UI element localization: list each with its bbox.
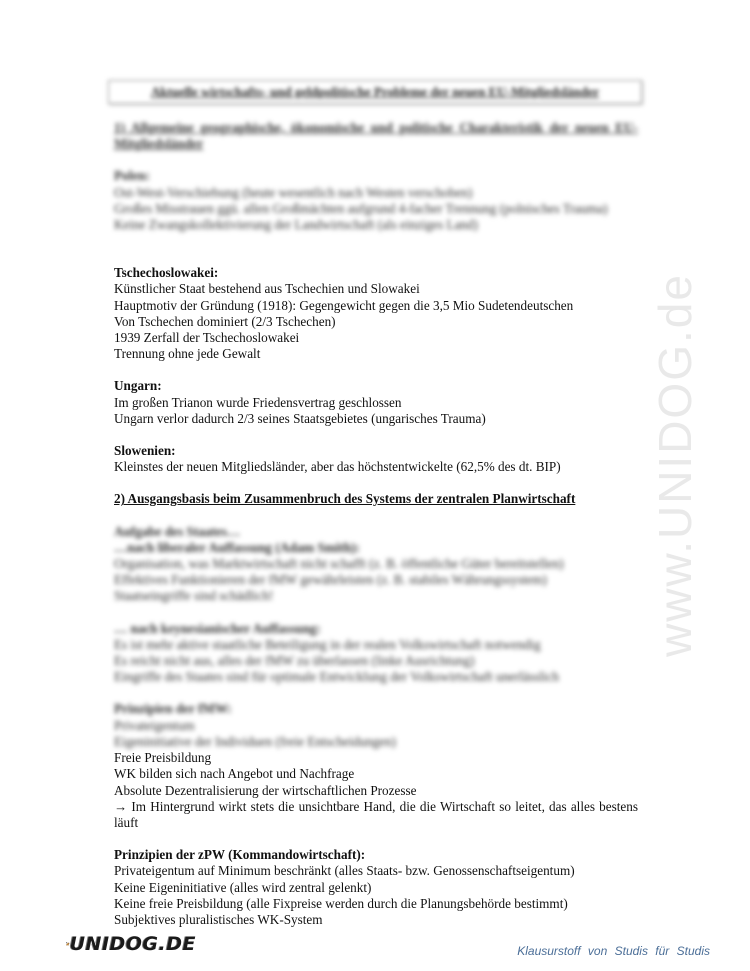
text-line: Absolute Dezentralisierung der wirtschaftlichen Prozesse	[114, 782, 417, 798]
block-slowenien	[114, 443, 638, 475]
document-title: Aktuelle wirtschafts- und geldpolitische Probleme der neuen EU-Mitgliedsländer	[108, 80, 642, 104]
text-line: Von Tschechen dominiert (2/3 Tschechen)	[114, 313, 336, 329]
block-aufgabe-liberal	[114, 524, 638, 605]
text-line: Keine freie Preisbildung (alle Fixpreise werden durch die Planungsbehörde bestimmt)	[114, 895, 568, 911]
document-body	[114, 120, 638, 944]
block-tschechoslowakei	[114, 265, 638, 362]
text-line: Künstlicher Staat bestehend aus Tschechien und Slowakei	[114, 281, 420, 297]
text-line: Ost-West-Verschiebung (heute wesentlich nach Westen verschoben)	[114, 184, 473, 200]
text-line: Keine Eigeninitiative (alles wird zentral gelenkt)	[114, 879, 372, 895]
conclusion-arrow-line: → Im Hintergrund wirkt stets die unsichtbare Hand, die die Wirtschaft so leitet, das alles bestens läuft	[114, 798, 638, 830]
block-prinzipien-zpw	[114, 847, 638, 928]
block-ungarn	[114, 378, 638, 427]
heading-prinzipien-fmw: Prinzipien der fMW:	[114, 701, 232, 717]
text-line: Hauptmotiv der Gründung (1918): Gegengewicht gegen die 3,5 Mio Sudetendeutschen	[114, 297, 574, 313]
text-line: Privateigentum	[114, 717, 195, 733]
heading-tschechoslowakei: Tschechoslowakei:	[114, 265, 219, 281]
text-line: Organisation, was Marktwirtschaft nicht schafft (z. B. öffentliche Güter bereitstellen)	[114, 556, 564, 572]
text-line: Im großen Trianon wurde Friedensvertrag geschlossen	[114, 394, 402, 410]
heading-polen: Polen:	[114, 168, 150, 184]
logo-text: UNIDOG.DE	[69, 933, 196, 955]
footer-tagline: Klausurstoff von Studis für Studis	[517, 944, 710, 958]
section-2-heading: 2) Ausgangsbasis beim Zusammenbruch des Systems der zentralen Planwirtschaft	[114, 491, 576, 507]
text-line: Kleinstes der neuen Mitgliedsländer, aber das höchstentwickelte (62,5% des dt. BIP)	[114, 459, 561, 475]
text-line: Privateigentum auf Minimum beschränkt (alles Staats- bzw. Genossenschaftseigentum)	[114, 863, 575, 879]
text-line: Trennung ohne jede Gewalt	[114, 346, 261, 362]
text-line: Ungarn verlor dadurch 2/3 seines Staatsgebietes (ungarisches Trauma)	[114, 410, 486, 426]
heading-prinzipien-zpw: Prinzipien der zPW (Kommandowirtschaft):	[114, 847, 366, 863]
text-line: Eigeninitiative der Individuen (freie Entscheidungen)	[114, 733, 396, 749]
text-line: Keine Zwangskollektivierung der Landwirtschaft (als einziges Land)	[114, 217, 478, 233]
unidog-logo	[66, 926, 196, 962]
text-line: Es ist mehr aktive staatliche Beteiligung in der realen Volkswirtschaft notwendig	[114, 636, 541, 652]
heading-ungarn: Ungarn:	[114, 378, 162, 394]
text-line: Es reicht nicht aus, alles der fMW zu überlassen (linke Ausrichtung)	[114, 653, 475, 669]
block-prinzipien-fmw	[114, 701, 638, 831]
text-line: Effektives Funktionieren der fMW gewährleisten (z. B. stabiles Währungssystem)	[114, 572, 547, 588]
text-line: Subjektives pluralistisches WK-System	[114, 911, 323, 927]
text-line: Großes Misstrauen ggü. allen Großmächten aufgrund 4-facher Trennung (polnisches Trauma)	[114, 200, 608, 216]
block-polen	[114, 168, 638, 233]
subheading-liberal: …nach liberaler Auffassung (Adam Smith):	[114, 539, 360, 555]
heading-keynes: … nach keynesianischer Auffassung:	[114, 620, 321, 636]
watermark: www.UNIDOG.de	[649, 273, 702, 657]
heading-aufgabe: Aufgabe des Staates…	[114, 523, 241, 539]
text-line: 1939 Zerfall der Tschechoslowakei	[114, 330, 300, 346]
block-keynes	[114, 621, 638, 686]
text-line: WK bilden sich nach Angebot und Nachfrage	[114, 766, 355, 782]
heading-slowenien: Slowenien:	[114, 443, 176, 459]
text-line: Eingriffe des Staates sind für optimale Entwicklung der Volkswirtschaft unerlässlich	[114, 669, 559, 685]
text-line: Staatseingriffe sind schädlich!	[114, 588, 274, 604]
section-1-heading: 1) Allgemeine geographische, ökonomische und politische Charakteristik der neuen EU-Mitgliedsländer	[114, 120, 638, 152]
text-line: Freie Preisbildung	[114, 750, 212, 766]
